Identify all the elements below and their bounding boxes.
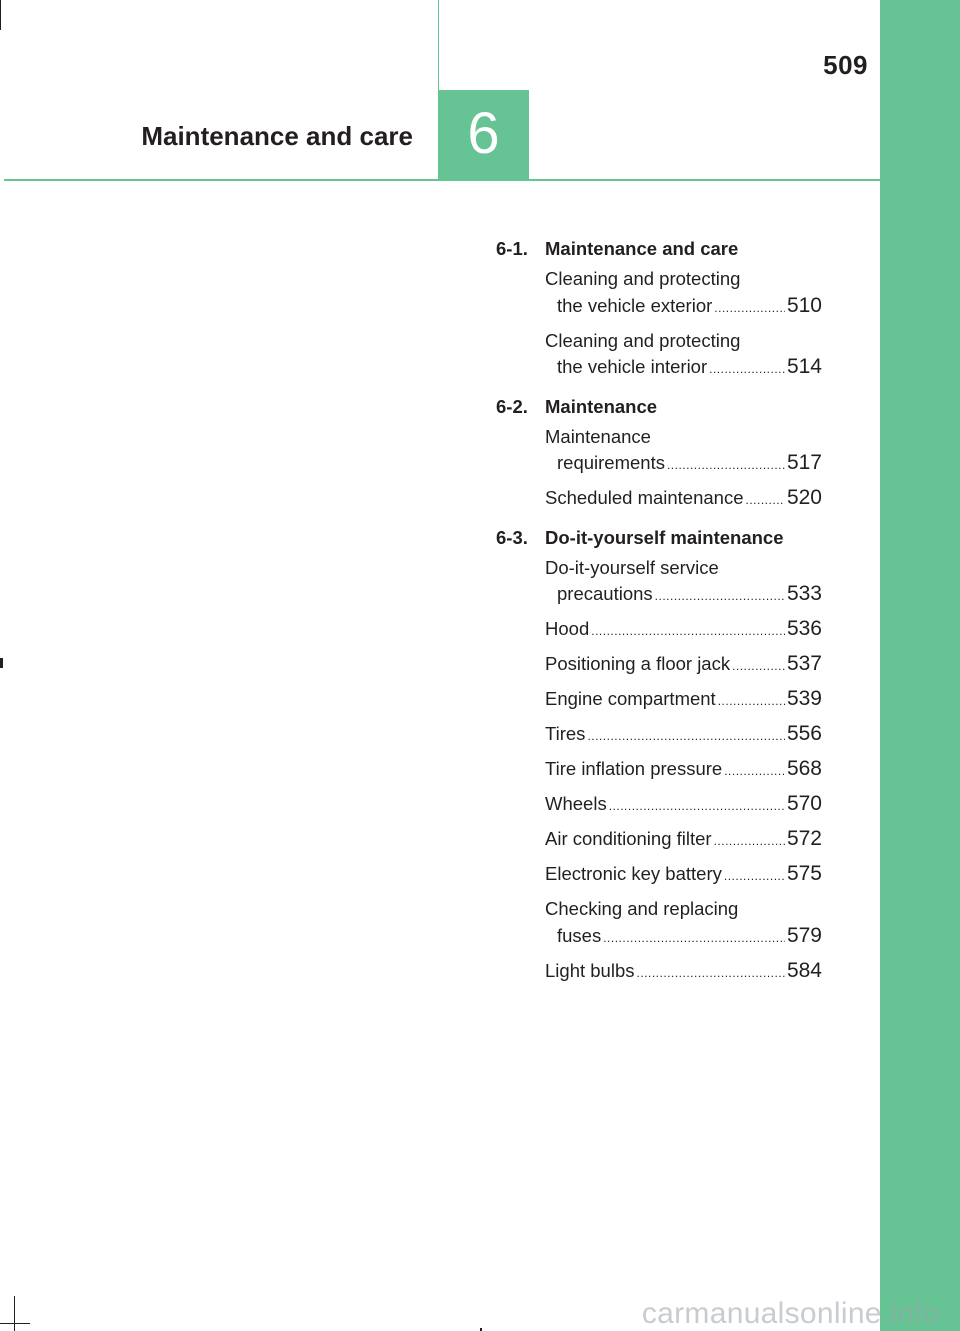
toc-entry-page: 572 [786,827,822,850]
toc-section-title: Maintenance and care [545,238,739,259]
toc-entry-page: 537 [786,652,822,675]
toc-entry[interactable] [545,555,822,610]
toc-entry-title: Electronic key battery [545,863,722,884]
toc-entry-page: 579 [786,923,822,947]
toc-section-heading [496,521,822,555]
toc-entry-title-line: Do-it-yourself service [545,556,719,578]
toc-dot-leader [709,356,785,383]
toc-entry-title: fuses [557,924,602,946]
chapter-number: 6 [467,101,500,166]
toc-entry-title-line: Checking and replacing [545,898,739,919]
toc-section-number: 6-2. [496,395,528,417]
crop-mark-bottom-left-vertical [14,1296,15,1331]
toc-entry[interactable] [545,721,822,750]
toc-entry-title: requirements [557,452,665,473]
toc-entry-page: 514 [786,355,822,378]
toc-entry-title: Hood [545,618,590,639]
toc-entry-page: 575 [786,862,822,885]
toc-section [496,390,822,514]
toc-entry-page: 584 [786,958,822,982]
toc-entry-page: 570 [786,792,822,815]
toc-dot-leader [667,452,785,479]
toc-entry-page: 517 [786,451,822,474]
toc-section-heading [496,232,822,266]
toc-entry[interactable] [545,266,822,321]
toc-entry-title: the vehicle interior [557,356,708,377]
toc-entry[interactable] [545,791,822,820]
toc-entry-page: 533 [786,582,822,605]
toc-dot-leader [591,618,785,645]
toc-dot-leader [732,653,785,680]
toc-dot-leader [603,925,785,952]
toc-entry-page: 568 [786,757,822,780]
toc-entry[interactable] [545,861,822,890]
toc-dot-leader [724,758,785,785]
toc-entry-title: Tires [545,723,586,744]
toc-entry-title: Air conditioning filter [545,828,712,849]
toc-entry-title-line: Maintenance [545,425,651,447]
toc-entry-page: 520 [786,486,822,509]
toc-section-number: 6-3. [496,526,528,548]
toc-entry[interactable] [545,485,822,514]
table-of-contents [496,232,822,993]
toc-entry-page: 539 [786,687,822,710]
toc-section [496,521,822,987]
toc-entry-title-line: Cleaning and protecting [545,268,741,289]
toc-section-number: 6-1. [496,238,528,259]
toc-entry[interactable] [545,328,822,383]
toc-entry[interactable] [545,756,822,785]
toc-dot-leader [587,723,785,750]
toc-dot-leader [714,828,785,855]
toc-entry[interactable] [545,424,822,479]
watermark: carmanualsonline.info [641,1297,940,1330]
toc-entry-title: the vehicle exterior [557,294,713,316]
toc-entry[interactable] [545,686,822,715]
chapter-side-tab [880,0,960,1331]
toc-entry-title: Tire inflation pressure [545,758,723,779]
toc-dot-leader [714,295,785,322]
toc-entry-title-line: Cleaning and protecting [545,329,741,351]
toc-entry[interactable] [545,651,822,680]
toc-entry[interactable] [545,896,822,951]
toc-entry-page: 556 [786,722,822,745]
toc-dot-leader [636,960,784,987]
toc-entry-page: 510 [786,293,822,317]
toc-dot-leader [609,793,785,820]
crop-mark-top-left [0,0,1,30]
toc-dot-leader [746,487,785,514]
toc-entry-title: Wheels [545,793,607,814]
toc-dot-leader [718,688,785,715]
toc-entry-list [545,266,822,383]
toc-entry-title: precautions [557,583,653,604]
crop-mark-left-middle [0,658,3,668]
header-rule [4,179,880,181]
toc-entry-title: Engine compartment [545,688,716,709]
toc-entry-title: Positioning a floor jack [545,653,731,674]
toc-entry-list [545,555,822,987]
toc-entry-page: 536 [786,617,822,640]
toc-entry-list [545,424,822,514]
toc-entry[interactable] [545,958,822,987]
toc-dot-leader [724,863,785,890]
header-vertical-rule [438,0,439,90]
toc-entry[interactable] [545,826,822,855]
page-number: 509 [823,50,868,80]
toc-section-title: Maintenance [545,395,658,417]
crop-mark-bottom-left-horizontal [0,1323,30,1324]
chapter-title: Maintenance and care [141,121,413,151]
toc-dot-leader [655,583,785,610]
toc-section-title: Do-it-yourself maintenance [545,526,784,548]
toc-entry-title: Scheduled maintenance [545,487,744,508]
toc-entry-title: Light bulbs [545,959,635,981]
toc-entry[interactable] [545,616,822,645]
toc-section-heading [496,390,822,424]
toc-section [496,232,822,383]
